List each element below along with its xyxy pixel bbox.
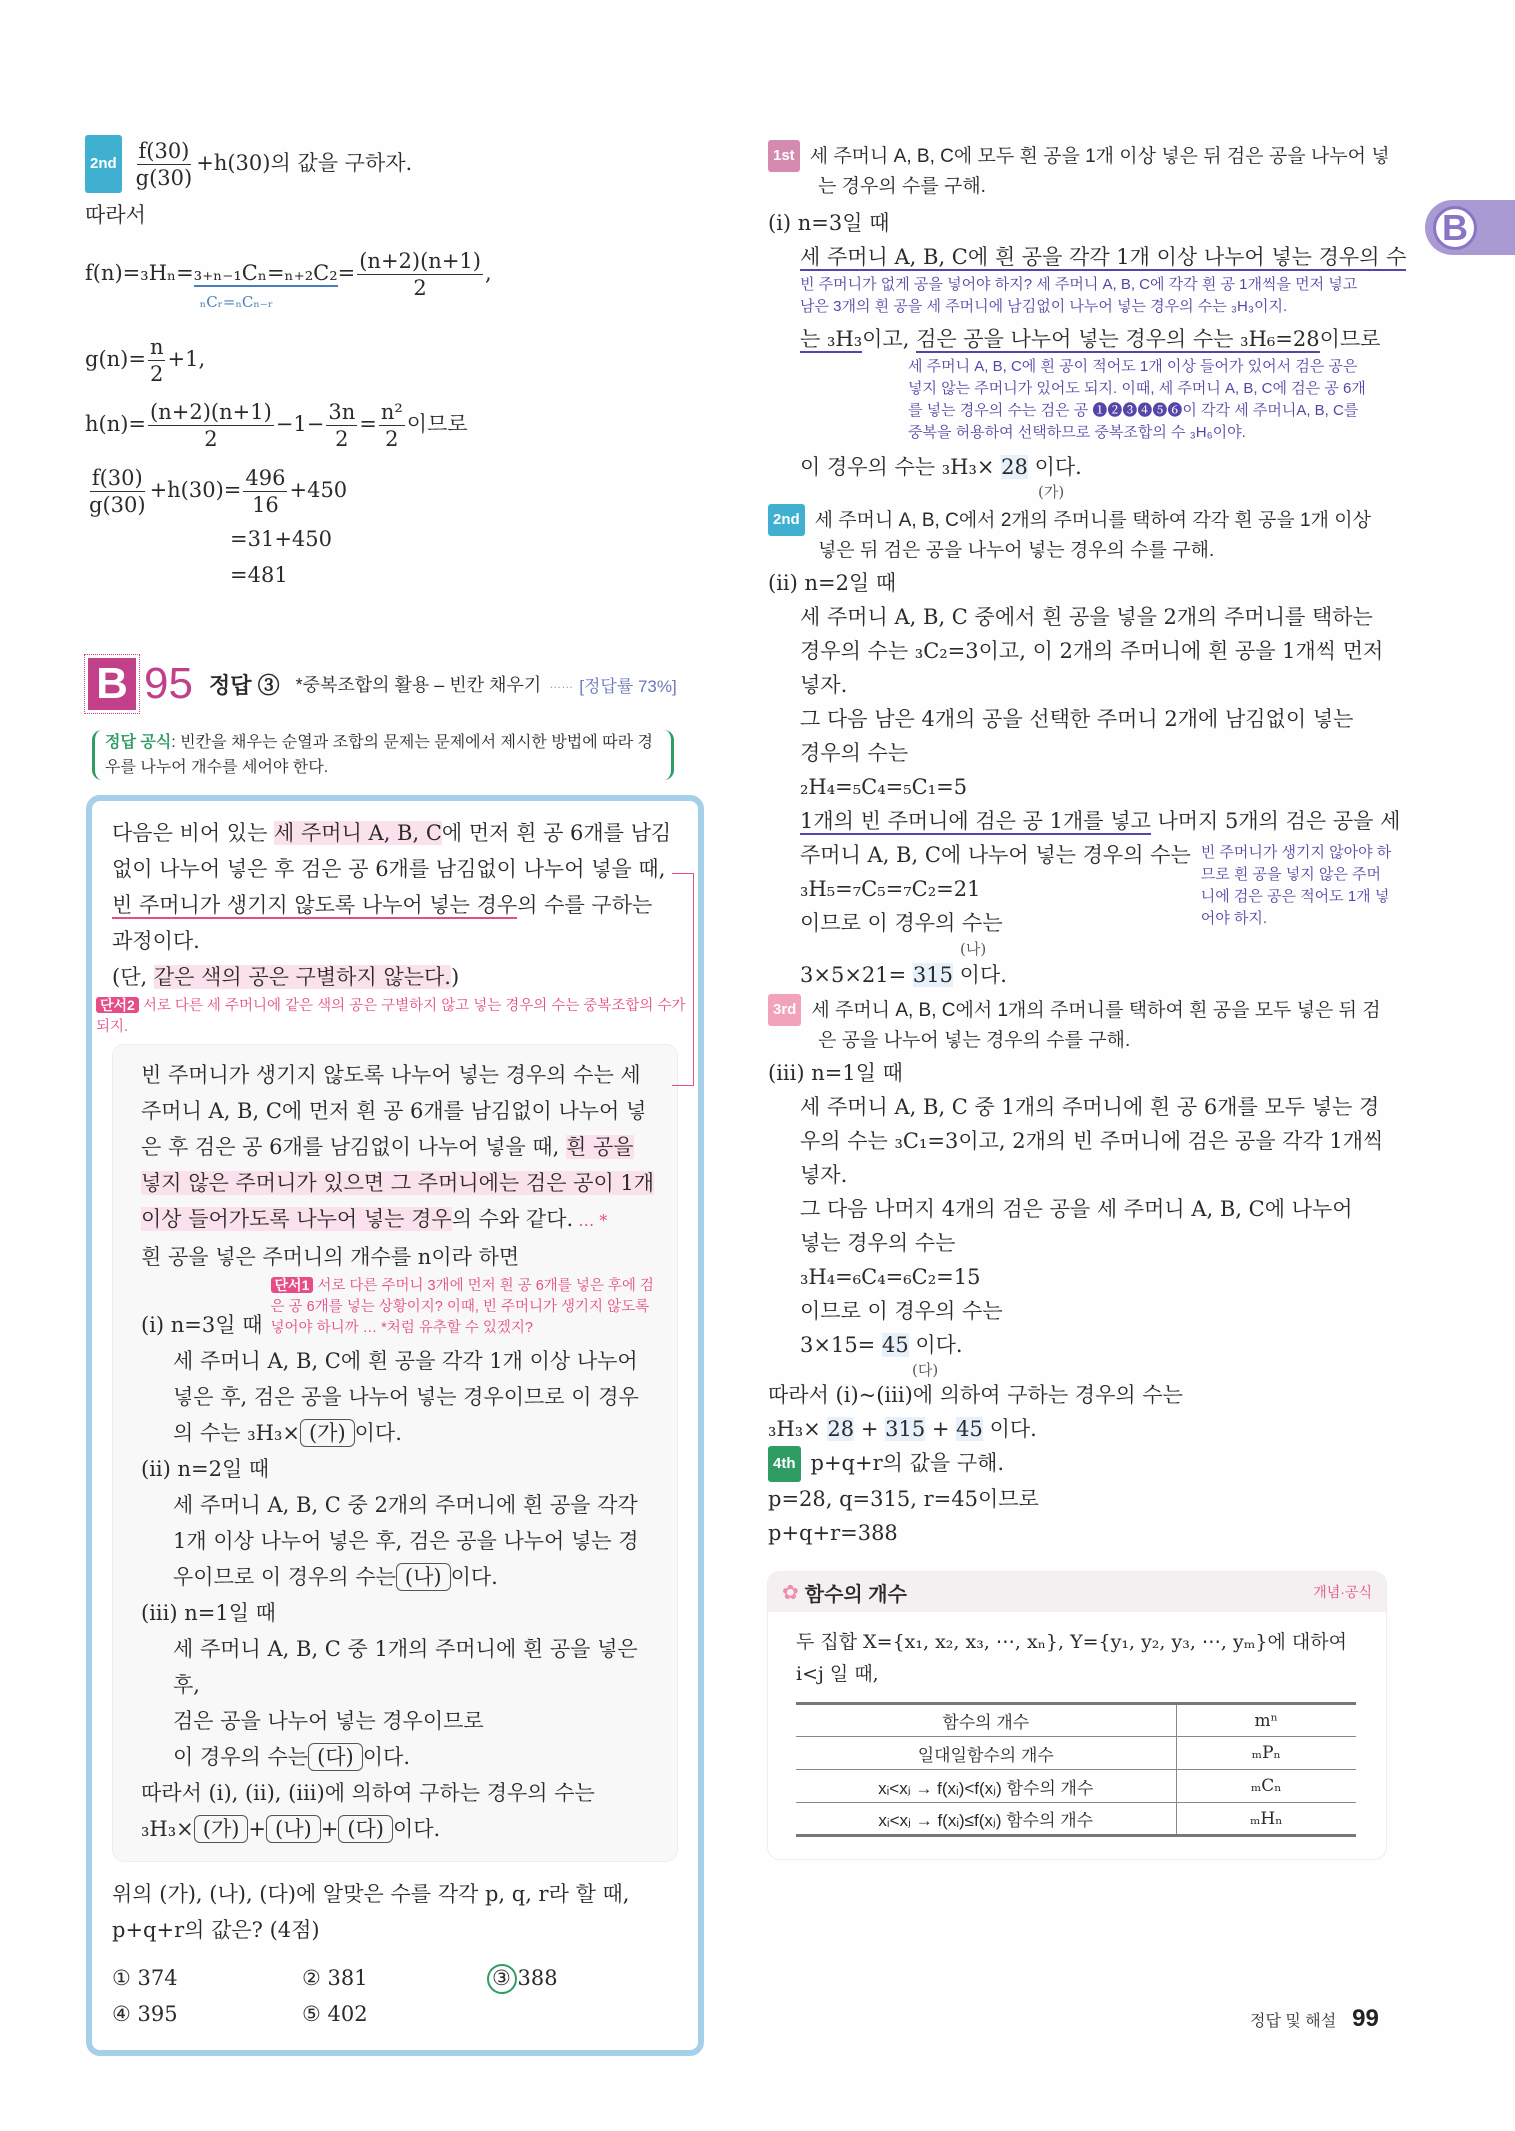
asterisk-mark: … * (573, 1211, 608, 1230)
text: + (320, 1817, 339, 1841)
text: ₃H₃× (768, 1417, 828, 1441)
highlight: 같은 색의 공은 구별하지 않는다. (153, 965, 451, 989)
f-eq: f(n)=₃Hₙ= (85, 261, 194, 285)
concept-tag: 개념·공식 (1313, 1584, 1372, 1600)
f-annotation: ₙCᵣ=ₙCₙ₋ᵣ (199, 293, 274, 311)
frac-num: f(30) (138, 139, 190, 163)
text: 주머니 A, B, C에 나누어 넣는 경우의 수는 (800, 843, 1191, 867)
chapter-letter: B (1433, 206, 1477, 250)
concept-title: 함수의 개수 (804, 1583, 907, 1606)
text: + (925, 1417, 957, 1441)
highlight: 세 주머니 A, B, C (274, 821, 442, 845)
step-badge: 4th (768, 1446, 801, 1482)
footer-label: 정답 및 해설 (1250, 2013, 1337, 2030)
equation: ₂H₄=₅C₄=₅C₁=5 (800, 775, 968, 799)
frac-den: 2 (335, 427, 349, 451)
underline: 1개의 빈 주머니에 검은 공 1개를 넣고 (800, 809, 1151, 833)
case-head: (i) n=3일 때 (141, 1313, 263, 1337)
value-na: 315 (912, 963, 953, 987)
equation: ₃H₄=₆C₄=₆C₂=15 (800, 1265, 981, 1289)
underline: 세 주머니 A, B, C에 흰 공을 각각 1개 이상 나누어 넣는 경우의 수 (800, 245, 1407, 269)
text: 세 주머니 A, B, C 중 1개의 주머니에 흰 공 6개를 모두 넣는 경우의 수는 ₃C₁=3이고, 2개의 빈 주머니에 검은 공을 각각 1개씩 넣자. (800, 1095, 1384, 1187)
value-da: 45 (881, 1333, 909, 1357)
table-row (796, 1803, 1356, 1836)
text: 이 경우의 수는 (173, 1745, 309, 1769)
therefore-text: 따라서 (85, 203, 146, 227)
frac-den: g(30) (135, 166, 193, 190)
text: 따라서 (i)~(iii)에 의하여 구하는 경우의 수는 (768, 1383, 1183, 1407)
label-da: (다) (912, 1361, 939, 1379)
frac-den: 2 (385, 427, 399, 451)
case-head: (ii) n=2일 때 (141, 1457, 270, 1481)
choice-1[interactable]: ① 374 (112, 1966, 178, 1990)
concept-table (796, 1702, 1356, 1837)
hint-text: 서로 다른 주머니 3개에 먼저 흰 공 6개를 넣은 후에 검은 공 6개를 넣는 상황이지? 이때, 빈 주머니가 생기지 않도록 넣어야 하니까 … *처럼 유추할 수 있겠지? (270, 1278, 654, 1336)
f-eq-underlined: ₃₊ₙ₋₁Cₙ=ₙ₊₂C₂ (193, 261, 338, 285)
underline: 검은 공을 나누어 넣는 경우의 수는 ₃H₆=28 (916, 327, 1320, 351)
step-text: 세 주머니 A, B, C에서 1개의 주머니를 택하여 흰 공을 모두 넣은 뒤 검은 공을 나누어 넣는 경우의 수를 구해. (811, 1000, 1381, 1051)
text: 의 수를 구하는 과정이다. (112, 893, 653, 953)
choice-4[interactable]: ④ 395 (112, 2002, 178, 2026)
frac-num: 496 (245, 466, 286, 490)
text: 이다. (982, 1417, 1037, 1441)
text: 흰 공을 넣은 주머니의 개수를 n이라 하면 (141, 1245, 520, 1269)
g-eq: g(n)= (85, 347, 146, 371)
answer-circle-mark (487, 1964, 517, 1994)
value: 315 (885, 1417, 926, 1441)
frac-num: 3n (328, 400, 356, 424)
hint-badge: 단서2 (96, 997, 139, 1013)
text: 이다. (953, 963, 1007, 987)
formula-text: : 빈칸을 채우는 순열과 조합의 문제는 문제에서 제시한 방법에 따라 경우를 나누어 개수를 세어야 한다. (105, 734, 653, 776)
frac-num: n (149, 335, 164, 359)
value: 28 (827, 1417, 855, 1441)
text: 세 주머니 A, B, C 중 1개의 주머니에 흰 공을 넣은 후, (173, 1637, 638, 1697)
blank-na: (나) (396, 1563, 451, 1591)
text: 3×15= (800, 1333, 882, 1357)
text: 에 먼저 흰 공 6개를 남김없이 나누어 넣은 후 검은 공 6개를 남김없이 나누어 넣을 때, (112, 821, 672, 881)
page-number: 99 (1352, 2005, 1379, 2032)
text: 이므로 (1319, 327, 1381, 351)
case-head: (iii) n=1일 때 (141, 1601, 276, 1625)
frac-den: 16 (252, 493, 279, 517)
choice-2[interactable]: ② 381 (302, 1966, 368, 1990)
h-eq: 이므로 (406, 412, 468, 436)
label-na: (나) (960, 940, 987, 958)
label-ga: (가) (1038, 483, 1065, 501)
text: 세 주머니 A, B, C에 흰 공을 각각 1개 이상 나누어 넣은 후, 검은 공을 나누어 넣는 경우이므로 이 경우의 수는 ₃H₃× (173, 1349, 639, 1445)
question-text: p+q+r의 값은? (4점) (112, 1918, 320, 1942)
table-row (796, 1737, 1356, 1770)
text: 이므로 이 경우의 수는 (800, 911, 1003, 935)
topic: *중복조합의 활용 – 빈칸 채우기 (295, 675, 542, 695)
g-eq: +1, (167, 347, 206, 371)
text: 세 주머니 A, B, C 중 2개의 주머니에 흰 공을 각각 1개 이상 나누어 넣은 후, 검은 공을 나누어 넣는 경우이므로 이 경우의 수는 (173, 1493, 639, 1589)
hint-1 (271, 1275, 657, 1343)
problem-header (88, 658, 708, 710)
label-cell: xᵢ<xⱼ → f(xᵢ)<f(xⱼ) 함수의 개수 (878, 1778, 1094, 1798)
frac-den: 2 (150, 362, 164, 386)
question-text: 위의 (가), (나), (다)에 알맞은 수를 각각 p, q, r라 할 때, (112, 1882, 630, 1906)
correct-rate: [정답률 73%] (579, 676, 677, 696)
text: 이고, (862, 327, 917, 351)
text: 의 수와 같다. (451, 1207, 574, 1231)
concept-desc: 두 집합 X={x₁, x₂, x₃, ⋯, xₙ}, Y={y₁, y₂, y₃, ⋯, yₘ}에 대하여 i<j 일 때, (796, 1631, 1347, 1685)
text: p=28, q=315, r=45이므로 (768, 1487, 1039, 1511)
text: ₃H₃× (141, 1817, 194, 1841)
text: 이다. (354, 1421, 402, 1445)
text: 경우의 수는 (800, 741, 909, 765)
result-line: =31+450 (230, 527, 332, 551)
frac-den: 2 (204, 427, 218, 451)
question (92, 1862, 698, 2032)
blank-ga: (가) (194, 1815, 249, 1843)
text: 나머지 5개의 검은 공을 세 (1150, 809, 1401, 833)
footer (1250, 2005, 1379, 2033)
underline: 빈 주머니가 생기지 않도록 나누어 넣는 경우 (112, 893, 518, 917)
frac-num: f(30) (91, 466, 143, 490)
h-eq: h(n)= (85, 412, 147, 436)
problem-box (86, 795, 704, 2056)
case-head: (i) n=3일 때 (768, 211, 890, 235)
text: + (248, 1817, 267, 1841)
hint-2 (92, 995, 698, 1038)
step-badge: 3rd (768, 994, 801, 1026)
frac-num: n² (380, 400, 403, 424)
text: 빈 주머니가 생기지 않도록 나누어 넣는 경우의 수는 세 주머니 A, B, C에 먼저 흰 공 6개를 남김없이 나누어 넣은 후 검은 공 6개를 남김없이 나누어 넣을 때, (141, 1063, 647, 1159)
dots: …… (549, 677, 574, 691)
text: ) (450, 965, 460, 989)
highlight: 흰 공을 넣지 않은 주머니가 있으면 그 주머니에는 검은 공이 1개 이상 들어가도록 나누어 넣는 경우 (141, 1135, 655, 1231)
step-text: 세 주머니 A, B, C에 모두 흰 공을 1개 이상 넣은 뒤 검은 공을 나누어 넣는 경우의 수를 구해. (809, 146, 1390, 197)
answer-label: 정답 ③ (208, 672, 280, 698)
formula-cell: ₘPₙ (1176, 1737, 1356, 1770)
f-eq: = (337, 261, 356, 285)
blank-da: (다) (338, 1815, 393, 1843)
flower-icon: ✿ (782, 1581, 799, 1604)
step-text: +h(30)의 값을 구하자. (196, 151, 413, 175)
step-badge: 2nd (768, 504, 805, 536)
hint-badge: 단서1 (271, 1277, 314, 1293)
equation: ₃H₅=₇C₅=₇C₂=21 (800, 877, 981, 901)
frac-num: (n+2)(n+1) (359, 249, 481, 273)
h-eq: = (359, 412, 377, 436)
previous-solution (85, 135, 705, 593)
text: 이 경우의 수는 ₃H₃× (800, 455, 1002, 479)
frac-num: (n+2)(n+1) (150, 400, 272, 424)
text: 이다. (1027, 455, 1082, 479)
value: 45 (956, 1417, 983, 1441)
text: 세 주머니 A, B, C 중에서 흰 공을 넣을 2개의 주머니를 택하는 경우의 수는 ₃C₂=3이고, 이 2개의 주머니에 흰 공을 1개씩 먼저 넣자. (800, 605, 1384, 697)
value-ga: 28 (1001, 455, 1028, 479)
process-box (112, 1044, 678, 1862)
f-eq: , (484, 261, 492, 285)
note: 빈 주머니가 생기지 않아야 하므로 흰 공을 넣지 않은 주머니에 검은 공은 적어도 1개 넣어야 하지. (1200, 844, 1392, 927)
formula-cell: ₘHₙ (1176, 1803, 1356, 1836)
label-cell: 일대일함수의 개수 (917, 1745, 1054, 1765)
problem-intro (92, 815, 698, 995)
h-eq: −1− (275, 412, 325, 436)
step-text: 세 주머니 A, B, C에서 2개의 주머니를 택하여 각각 흰 공을 1개 이상 넣은 뒤 검은 공을 나누어 넣는 경우의 수를 구해. (814, 510, 1371, 561)
solution (768, 140, 1407, 1859)
text: 이다. (450, 1565, 498, 1589)
formula-cell: mⁿ (1176, 1704, 1356, 1737)
choice-3[interactable]: ③ 388 (492, 1960, 682, 1996)
text: 넣는 경우의 수는 (800, 1231, 956, 1255)
text: 그 다음 남은 4개의 공을 선택한 주머니 2개에 남김없이 넣는 (800, 707, 1354, 731)
choices (112, 1960, 676, 2032)
note: 세 주머니 A, B, C에 흰 공이 적어도 1개 이상 들어가 있어서 검은 공은 넣지 않는 주머니가 있어도 되지. 이때, 세 주머니 A, B, C에 검은 공 6개를 넣는 경우의 수는 검은 공 ❶❷❸❹❺❻이 각각 세 주머니A, B, C를 중복을 허용하여 선택하므로 중복조합의 수 ₃H₆이야. (908, 358, 1366, 441)
text: 이다. (908, 1333, 963, 1357)
case-head: (ii) n=2일 때 (768, 571, 897, 595)
note: 빈 주머니가 없게 공을 넣어야 하지? 세 주머니 A, B, C에 각각 흰 공 1개씩을 먼저 넣고 남은 3개의 흰 공을 세 주머니에 남김없이 나누어 넣는 경우의 수는 ₃H₃이지. (800, 276, 1358, 315)
text: (단, (112, 965, 154, 989)
text: 이므로 이 경우의 수는 (800, 1299, 1003, 1323)
hint-text: 서로 다른 세 주머니에 같은 색의 공은 구별하지 않고 넣는 경우의 수는 중복조합의 수가 되지. (96, 998, 686, 1035)
text: + (854, 1417, 886, 1441)
text: 이다. (392, 1817, 441, 1841)
underline: 는 ₃H₃ (800, 327, 863, 351)
text: 검은 공을 나누어 넣는 경우이므로 (173, 1709, 484, 1733)
result-eq: +h(30)= (149, 478, 242, 502)
text: 그 다음 나머지 4개의 검은 공을 세 주머니 A, B, C에 나누어 (800, 1197, 1353, 1221)
step-badge: 1st (768, 140, 800, 172)
result-line: =481 (230, 563, 288, 587)
text: 3×5×21= (800, 963, 913, 987)
case-head: (iii) n=1일 때 (768, 1061, 903, 1085)
final-answer: p+q+r=388 (768, 1521, 898, 1545)
table-row (796, 1770, 1356, 1803)
formula-cell: ₘCₙ (1176, 1770, 1356, 1803)
step-badge: 2nd (85, 135, 122, 193)
label-cell: 함수의 개수 (942, 1713, 1030, 1732)
answer-formula (92, 730, 674, 780)
blank-na: (나) (266, 1815, 321, 1843)
blank-ga: (가) (300, 1419, 355, 1447)
problem-number: 95 (144, 659, 193, 708)
problem-letter: B (88, 658, 136, 710)
concept-box (768, 1572, 1386, 1859)
choice-5[interactable]: ⑤ 402 (302, 2002, 368, 2026)
text: 따라서 (i), (ii), (iii)에 의하여 구하는 경우의 수는 (141, 1781, 595, 1805)
result-eq: +450 (289, 478, 348, 502)
frac-den: g(30) (89, 493, 146, 517)
step-text: p+q+r의 값을 구해. (810, 1451, 1005, 1475)
arrow-connector (672, 873, 694, 1086)
chapter-tab (1425, 200, 1515, 255)
label-cell: xᵢ<xⱼ → f(xᵢ)≤f(xⱼ) 함수의 개수 (878, 1811, 1094, 1830)
text: 다음은 비어 있는 (112, 821, 275, 845)
text: 이다. (362, 1745, 410, 1769)
formula-label: 정답 공식 (105, 734, 172, 751)
blank-da: (다) (308, 1743, 363, 1771)
table-row (796, 1704, 1356, 1737)
frac-den: 2 (413, 276, 427, 300)
